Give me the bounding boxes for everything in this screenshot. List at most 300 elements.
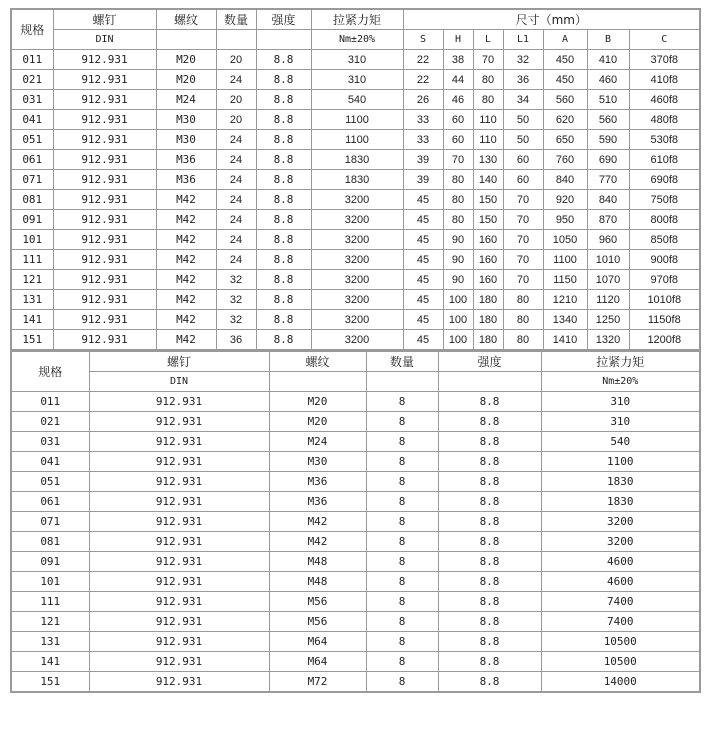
subheader-row [11,372,700,392]
cell-thread: M20 [156,50,216,70]
subheader-qty [366,372,438,392]
subheader-din: DIN [53,30,156,50]
cell-grade: 8.8 [438,472,541,492]
cell-torque: 7400 [541,592,700,612]
cell-l1: 80 [503,310,543,330]
cell-thread: M64 [269,632,366,652]
cell-s: 33 [403,130,443,150]
cell-grade: 8.8 [256,210,311,230]
cell-spec: 011 [11,392,89,412]
cell-b: 840 [587,190,629,210]
cell-din: 912.931 [53,250,156,270]
cell-a: 620 [543,110,587,130]
subheader-grade [438,372,541,392]
coupling-spec-table-top [10,8,701,351]
subheader-torque-unit: Nm±20% [311,30,403,50]
cell-grade: 8.8 [256,310,311,330]
cell-spec: 121 [11,270,53,290]
table-row [11,50,700,70]
cell-torque: 3200 [311,330,403,351]
cell-grade: 8.8 [256,130,311,150]
cell-torque: 1100 [311,130,403,150]
cell-spec: 041 [11,452,89,472]
cell-din: 912.931 [53,50,156,70]
cell-h: 80 [443,210,473,230]
header-screw: 螺钉 [89,351,269,372]
cell-din: 912.931 [89,572,269,592]
cell-grade: 8.8 [438,552,541,572]
cell-h: 90 [443,250,473,270]
cell-din: 912.931 [89,532,269,552]
cell-qty: 24 [216,210,256,230]
subheader-l1: L1 [503,30,543,50]
cell-l1: 80 [503,330,543,351]
header-torque: 拉紧力矩 [541,351,700,372]
cell-din: 912.931 [53,210,156,230]
cell-torque: 1830 [311,170,403,190]
cell-thread: M36 [269,472,366,492]
table-row [11,592,700,612]
cell-torque: 540 [311,90,403,110]
cell-l: 80 [473,70,503,90]
cell-spec: 011 [11,50,53,70]
cell-c: 900f8 [629,250,700,270]
cell-qty: 8 [366,532,438,552]
cell-din: 912.931 [89,552,269,572]
cell-din: 912.931 [89,472,269,492]
cell-c: 1200f8 [629,330,700,351]
cell-din: 912.931 [89,652,269,672]
cell-torque: 1830 [541,472,700,492]
cell-thread: M42 [269,512,366,532]
cell-b: 770 [587,170,629,190]
cell-grade: 8.8 [256,330,311,351]
cell-thread: M42 [156,230,216,250]
cell-torque: 540 [541,432,700,452]
coupling-spec-table-bottom [10,350,701,693]
table-row [11,452,700,472]
cell-l1: 50 [503,110,543,130]
cell-thread: M72 [269,672,366,693]
cell-din: 912.931 [89,452,269,472]
cell-h: 44 [443,70,473,90]
cell-l: 160 [473,250,503,270]
cell-spec: 061 [11,150,53,170]
cell-s: 45 [403,210,443,230]
cell-l1: 60 [503,150,543,170]
cell-thread: M24 [269,432,366,452]
table-row [11,572,700,592]
cell-a: 1050 [543,230,587,250]
cell-din: 912.931 [53,230,156,250]
cell-thread: M42 [156,330,216,351]
cell-grade: 8.8 [256,250,311,270]
cell-grade: 8.8 [256,110,311,130]
cell-torque: 10500 [541,652,700,672]
cell-thread: M30 [156,130,216,150]
cell-a: 650 [543,130,587,150]
cell-a: 1410 [543,330,587,351]
cell-torque: 3200 [541,532,700,552]
header-row [11,9,700,30]
cell-din: 912.931 [53,70,156,90]
table-row [11,552,700,572]
cell-c: 410f8 [629,70,700,90]
table-row [11,672,700,693]
header-thread: 螺纹 [156,9,216,30]
table-row [11,70,700,90]
cell-l1: 32 [503,50,543,70]
cell-a: 920 [543,190,587,210]
cell-grade: 8.8 [256,270,311,290]
cell-spec: 141 [11,310,53,330]
cell-b: 510 [587,90,629,110]
cell-qty: 32 [216,310,256,330]
cell-torque: 3200 [311,310,403,330]
cell-a: 950 [543,210,587,230]
header-row [11,351,700,372]
cell-torque: 3200 [311,190,403,210]
subheader-c: C [629,30,700,50]
cell-spec: 041 [11,110,53,130]
cell-a: 840 [543,170,587,190]
cell-c: 800f8 [629,210,700,230]
cell-spec: 091 [11,552,89,572]
cell-thread: M42 [269,532,366,552]
cell-spec: 091 [11,210,53,230]
subheader-a: A [543,30,587,50]
cell-spec: 151 [11,672,89,693]
cell-l1: 70 [503,190,543,210]
cell-din: 912.931 [53,330,156,351]
table-row [11,512,700,532]
cell-din: 912.931 [53,270,156,290]
cell-torque: 1830 [541,492,700,512]
table-row [11,612,700,632]
cell-l: 110 [473,110,503,130]
table-row [11,532,700,552]
cell-spec: 101 [11,572,89,592]
cell-l1: 70 [503,210,543,230]
cell-din: 912.931 [89,632,269,652]
cell-a: 450 [543,70,587,90]
cell-l1: 70 [503,230,543,250]
cell-spec: 131 [11,290,53,310]
cell-l: 160 [473,230,503,250]
cell-s: 22 [403,70,443,90]
table-row [11,412,700,432]
cell-l: 180 [473,290,503,310]
cell-qty: 36 [216,330,256,351]
cell-qty: 8 [366,652,438,672]
cell-b: 410 [587,50,629,70]
cell-l: 140 [473,170,503,190]
cell-din: 912.931 [53,90,156,110]
cell-s: 45 [403,230,443,250]
cell-b: 870 [587,210,629,230]
cell-qty: 8 [366,492,438,512]
cell-l1: 70 [503,270,543,290]
header-thread: 螺纹 [269,351,366,372]
cell-grade: 8.8 [438,412,541,432]
cell-grade: 8.8 [256,90,311,110]
cell-l: 130 [473,150,503,170]
cell-torque: 1830 [311,150,403,170]
cell-qty: 24 [216,230,256,250]
cell-din: 912.931 [89,432,269,452]
header-qty: 数量 [366,351,438,372]
cell-a: 1210 [543,290,587,310]
cell-l1: 70 [503,250,543,270]
cell-b: 590 [587,130,629,150]
cell-thread: M56 [269,592,366,612]
cell-c: 690f8 [629,170,700,190]
cell-qty: 8 [366,472,438,492]
cell-din: 912.931 [53,170,156,190]
cell-torque: 10500 [541,632,700,652]
cell-qty: 20 [216,110,256,130]
cell-l1: 34 [503,90,543,110]
cell-grade: 8.8 [438,672,541,693]
cell-grade: 8.8 [256,230,311,250]
cell-thread: M20 [269,412,366,432]
cell-qty: 32 [216,290,256,310]
cell-thread: M64 [269,652,366,672]
cell-s: 39 [403,170,443,190]
cell-qty: 8 [366,572,438,592]
table-row [11,90,700,110]
cell-b: 1250 [587,310,629,330]
header-spec: 规格 [11,351,89,392]
cell-spec: 081 [11,190,53,210]
cell-l: 80 [473,90,503,110]
cell-h: 100 [443,310,473,330]
cell-l: 150 [473,210,503,230]
cell-s: 39 [403,150,443,170]
cell-b: 1010 [587,250,629,270]
cell-thread: M42 [156,210,216,230]
cell-a: 760 [543,150,587,170]
cell-c: 750f8 [629,190,700,210]
cell-grade: 8.8 [438,612,541,632]
cell-thread: M20 [156,70,216,90]
subheader-row [11,30,700,50]
cell-thread: M36 [156,170,216,190]
subheader-thread [269,372,366,392]
cell-s: 45 [403,290,443,310]
cell-a: 560 [543,90,587,110]
cell-torque: 310 [311,70,403,90]
cell-qty: 8 [366,672,438,693]
cell-s: 26 [403,90,443,110]
cell-din: 912.931 [89,492,269,512]
cell-qty: 8 [366,412,438,432]
cell-spec: 051 [11,472,89,492]
cell-torque: 14000 [541,672,700,693]
cell-s: 45 [403,330,443,351]
subheader-s: S [403,30,443,50]
cell-b: 560 [587,110,629,130]
cell-c: 850f8 [629,230,700,250]
cell-b: 1120 [587,290,629,310]
cell-thread: M36 [269,492,366,512]
cell-thread: M20 [269,392,366,412]
cell-spec: 151 [11,330,53,351]
cell-h: 100 [443,330,473,351]
cell-qty: 20 [216,90,256,110]
cell-torque: 3200 [311,210,403,230]
table-row [11,270,700,290]
cell-din: 912.931 [53,110,156,130]
table-row [11,110,700,130]
cell-grade: 8.8 [438,492,541,512]
cell-a: 1340 [543,310,587,330]
cell-spec: 141 [11,652,89,672]
cell-h: 80 [443,190,473,210]
cell-s: 45 [403,310,443,330]
cell-c: 460f8 [629,90,700,110]
cell-grade: 8.8 [256,50,311,70]
cell-thread: M48 [269,572,366,592]
table-row [11,210,700,230]
header-screw: 螺钉 [53,9,156,30]
cell-torque: 1100 [311,110,403,130]
cell-thread: M42 [156,270,216,290]
cell-h: 100 [443,290,473,310]
cell-l: 180 [473,330,503,351]
cell-grade: 8.8 [438,632,541,652]
cell-spec: 071 [11,170,53,190]
cell-b: 1320 [587,330,629,351]
cell-b: 960 [587,230,629,250]
cell-h: 70 [443,150,473,170]
cell-din: 912.931 [53,190,156,210]
cell-s: 45 [403,190,443,210]
cell-spec: 031 [11,90,53,110]
cell-a: 1100 [543,250,587,270]
cell-h: 90 [443,270,473,290]
cell-a: 450 [543,50,587,70]
cell-thread: M30 [269,452,366,472]
cell-qty: 24 [216,130,256,150]
subheader-thread [156,30,216,50]
subheader-h: H [443,30,473,50]
table-row [11,290,700,310]
cell-s: 33 [403,110,443,130]
cell-qty: 8 [366,552,438,572]
cell-din: 912.931 [89,392,269,412]
cell-qty: 24 [216,170,256,190]
cell-c: 610f8 [629,150,700,170]
table-row [11,652,700,672]
cell-h: 80 [443,170,473,190]
cell-din: 912.931 [53,310,156,330]
table-row [11,150,700,170]
cell-grade: 8.8 [256,290,311,310]
cell-grade: 8.8 [256,170,311,190]
table-row [11,472,700,492]
table-row [11,330,700,351]
subheader-l: L [473,30,503,50]
cell-din: 912.931 [89,592,269,612]
cell-torque: 3200 [541,512,700,532]
table-row [11,250,700,270]
cell-c: 530f8 [629,130,700,150]
cell-spec: 081 [11,532,89,552]
cell-thread: M30 [156,110,216,130]
cell-spec: 101 [11,230,53,250]
subheader-din: DIN [89,372,269,392]
cell-c: 1150f8 [629,310,700,330]
header-grade: 强度 [256,9,311,30]
cell-qty: 24 [216,70,256,90]
cell-din: 912.931 [89,612,269,632]
header-dimensions: 尺寸（mm） [403,9,700,30]
cell-l1: 60 [503,170,543,190]
header-qty: 数量 [216,9,256,30]
cell-thread: M42 [156,290,216,310]
table-row [11,492,700,512]
cell-torque: 310 [311,50,403,70]
table-row [11,310,700,330]
cell-l: 180 [473,310,503,330]
cell-din: 912.931 [53,150,156,170]
cell-spec: 131 [11,632,89,652]
cell-qty: 8 [366,612,438,632]
cell-qty: 24 [216,150,256,170]
cell-l1: 80 [503,290,543,310]
subheader-torque-unit: Nm±20% [541,372,700,392]
cell-l: 150 [473,190,503,210]
cell-torque: 3200 [311,290,403,310]
cell-grade: 8.8 [256,150,311,170]
cell-spec: 071 [11,512,89,532]
cell-din: 912.931 [89,412,269,432]
cell-grade: 8.8 [438,592,541,612]
cell-l1: 36 [503,70,543,90]
cell-qty: 8 [366,432,438,452]
cell-c: 370f8 [629,50,700,70]
cell-spec: 021 [11,412,89,432]
cell-thread: M42 [156,250,216,270]
cell-qty: 8 [366,452,438,472]
cell-thread: M48 [269,552,366,572]
cell-torque: 3200 [311,250,403,270]
cell-grade: 8.8 [438,652,541,672]
cell-spec: 061 [11,492,89,512]
cell-thread: M24 [156,90,216,110]
table-row [11,170,700,190]
cell-torque: 3200 [311,230,403,250]
table-row [11,432,700,452]
cell-qty: 24 [216,190,256,210]
cell-torque: 4600 [541,552,700,572]
subheader-grade [256,30,311,50]
cell-l1: 50 [503,130,543,150]
cell-a: 1150 [543,270,587,290]
cell-qty: 8 [366,592,438,612]
cell-h: 46 [443,90,473,110]
cell-c: 970f8 [629,270,700,290]
header-spec: 规格 [11,9,53,50]
cell-b: 1070 [587,270,629,290]
cell-b: 460 [587,70,629,90]
cell-spec: 021 [11,70,53,90]
cell-h: 60 [443,110,473,130]
cell-b: 690 [587,150,629,170]
cell-torque: 1100 [541,452,700,472]
cell-torque: 3200 [311,270,403,290]
